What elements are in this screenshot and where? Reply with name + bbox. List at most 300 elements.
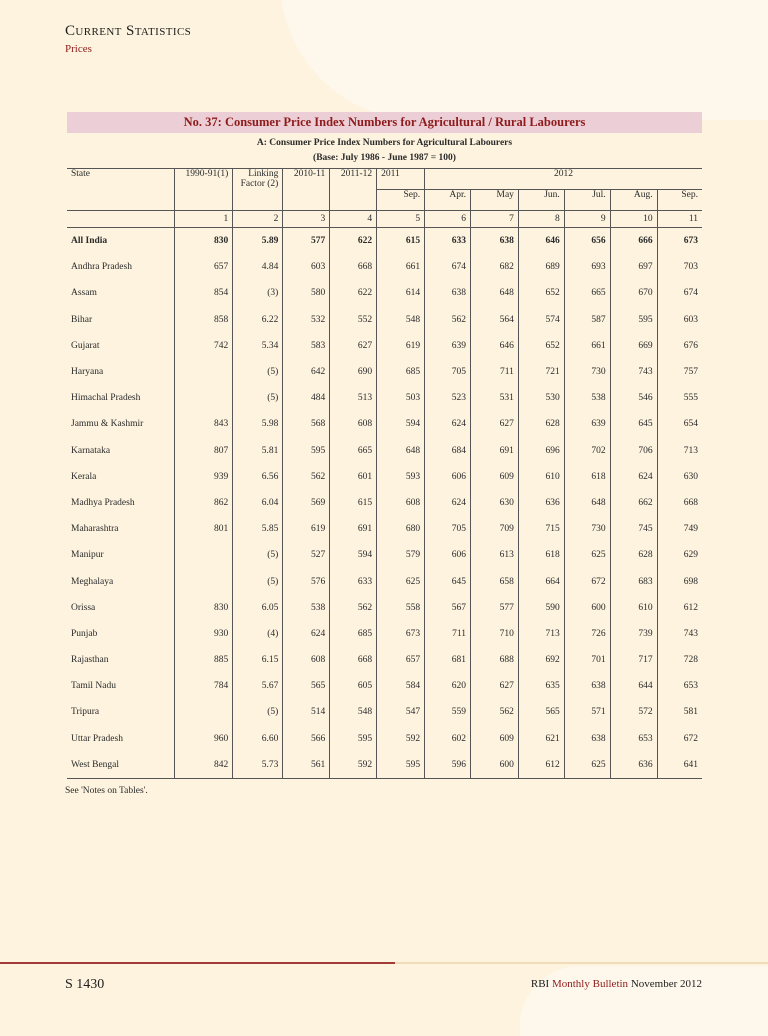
table-cell: 615 [377, 228, 425, 255]
table-cell: (5) [233, 699, 283, 725]
table-cell: 717 [610, 647, 657, 673]
table-cell: 668 [657, 490, 702, 516]
table-cell: 636 [518, 490, 564, 516]
table-cell: 609 [470, 726, 518, 752]
table-cell: 657 [377, 647, 425, 673]
table-row [67, 726, 702, 752]
state-name: Karnataka [71, 445, 111, 456]
table-cell: 715 [518, 516, 564, 542]
column-number: 2 [233, 211, 283, 228]
table-cell: 664 [518, 568, 564, 594]
table-cell: 610 [610, 595, 657, 621]
state-name: Orissa [71, 602, 96, 613]
table-cell: 513 [330, 385, 377, 411]
table-cell: 665 [330, 438, 377, 464]
table-cell: 613 [470, 542, 518, 568]
table-cell: 728 [657, 647, 702, 673]
table-cell: 630 [470, 490, 518, 516]
header-month: Sep. [377, 190, 425, 211]
table-cell: 693 [564, 254, 610, 280]
table-cell: 745 [610, 516, 657, 542]
table-cell: 661 [564, 333, 610, 359]
table-cell: 656 [564, 228, 610, 255]
state-name: Himachal Pradesh [71, 393, 141, 404]
header-state: State [67, 169, 174, 211]
table-cell: 595 [377, 752, 425, 779]
table-cell [174, 385, 232, 411]
table-cell: 590 [518, 595, 564, 621]
table-cell: 618 [564, 464, 610, 490]
table-cell: 5.34 [233, 333, 283, 359]
section-subtitle: Prices [65, 43, 92, 55]
table-cell: 721 [518, 359, 564, 385]
column-number: 9 [564, 211, 610, 228]
table-cell: 698 [657, 568, 702, 594]
table-cell: 830 [174, 595, 232, 621]
table-cell: 711 [425, 621, 471, 647]
state-name: Manipur [71, 550, 104, 561]
table-cell: 930 [174, 621, 232, 647]
table-cell: 609 [470, 464, 518, 490]
table-cell: 652 [518, 333, 564, 359]
table-cell: 672 [657, 726, 702, 752]
table-cell: 638 [564, 726, 610, 752]
table-cell: 674 [657, 280, 702, 306]
table-row [67, 411, 702, 437]
table-cell: 682 [470, 254, 518, 280]
table-cell [174, 568, 232, 594]
table-cell: 577 [283, 228, 330, 255]
table-row [67, 464, 702, 490]
table-cell [174, 699, 232, 725]
table-cell: 713 [657, 438, 702, 464]
table-cell: 579 [377, 542, 425, 568]
table-cell: 603 [657, 307, 702, 333]
table-cell: 5.81 [233, 438, 283, 464]
table-cell: 622 [330, 280, 377, 306]
table-cell: 628 [610, 542, 657, 568]
table-cell: 580 [283, 280, 330, 306]
table-cell: 527 [283, 542, 330, 568]
table-cell: 652 [518, 280, 564, 306]
table-cell: 939 [174, 464, 232, 490]
table-cell: 706 [610, 438, 657, 464]
footer-rule-light [395, 962, 768, 964]
table-cell: 567 [425, 595, 471, 621]
state-name: Tripura [71, 707, 100, 718]
table-cell: 608 [330, 411, 377, 437]
table-cell: 562 [470, 699, 518, 725]
table-cell: 562 [425, 307, 471, 333]
footer-background-shape [520, 966, 768, 1036]
table-cell: 730 [564, 516, 610, 542]
table-cell: 619 [283, 516, 330, 542]
table-cell: 620 [425, 673, 471, 699]
table-row [67, 228, 702, 255]
table-cell: 594 [330, 542, 377, 568]
table-cell: 713 [518, 621, 564, 647]
header-row-column-numbers [67, 211, 702, 228]
table-cell: (5) [233, 359, 283, 385]
table-cell: 653 [610, 726, 657, 752]
table-cell: 614 [377, 280, 425, 306]
table-cell: 638 [425, 280, 471, 306]
table-cell: 5.89 [233, 228, 283, 255]
table-row [67, 568, 702, 594]
table-cell: 615 [330, 490, 377, 516]
column-number: 3 [283, 211, 330, 228]
table-cell: 601 [330, 464, 377, 490]
table-cell: 665 [564, 280, 610, 306]
table-cell: 669 [610, 333, 657, 359]
header-linking-factor: Linking Factor (2) [233, 169, 283, 211]
table-cell: 584 [377, 673, 425, 699]
table-cell: 624 [610, 464, 657, 490]
column-number: 10 [610, 211, 657, 228]
table-cell: 673 [377, 621, 425, 647]
table-cell: 684 [425, 438, 471, 464]
table-cell: 592 [377, 726, 425, 752]
table-cell: 583 [283, 333, 330, 359]
table-cell: 625 [564, 542, 610, 568]
header-month: Jul. [564, 190, 610, 211]
table-cell: 503 [377, 385, 425, 411]
table-cell: 552 [330, 307, 377, 333]
table-cell: 592 [330, 752, 377, 779]
table-cell: 642 [283, 359, 330, 385]
state-name: Gujarat [71, 340, 100, 351]
table-cell: 666 [610, 228, 657, 255]
table-cell: 593 [377, 464, 425, 490]
state-name: Madhya Pradesh [71, 497, 135, 508]
table-cell: 639 [425, 333, 471, 359]
table-row [67, 647, 702, 673]
table-cell: 600 [470, 752, 518, 779]
table-cell: 749 [657, 516, 702, 542]
table-cell: 577 [470, 595, 518, 621]
header-blank [67, 211, 174, 228]
table-cell: 653 [657, 673, 702, 699]
state-name: West Bengal [67, 752, 174, 779]
table-cell: 702 [564, 438, 610, 464]
table-cell: 668 [330, 254, 377, 280]
table-cell: 566 [283, 726, 330, 752]
header-2010-11: 2010-11 [283, 169, 330, 211]
table-cell: 711 [470, 359, 518, 385]
table-cell: 587 [564, 307, 610, 333]
table-cell: 514 [283, 699, 330, 725]
table-cell: 661 [377, 254, 425, 280]
table-row [67, 673, 702, 699]
table-subtitle: A: Consumer Price Index Numbers for Agricultural Labourers [256, 138, 513, 148]
table-cell: 559 [425, 699, 471, 725]
table-cell: 625 [377, 568, 425, 594]
table-cell: 648 [564, 490, 610, 516]
table-cell: 705 [425, 359, 471, 385]
state-name: Punjab [71, 628, 98, 639]
table-row [67, 333, 702, 359]
table-cell: 627 [470, 411, 518, 437]
table-cell: 633 [330, 568, 377, 594]
table-cell: 5.98 [233, 411, 283, 437]
table-cell: 672 [564, 568, 610, 594]
table-cell: 705 [425, 516, 471, 542]
table-cell: 645 [610, 411, 657, 437]
footnote: See 'Notes on Tables'. [65, 786, 148, 796]
table-cell [174, 542, 232, 568]
table-cell: 558 [377, 595, 425, 621]
table-cell: 532 [283, 307, 330, 333]
table-cell: 842 [174, 752, 232, 779]
table-row [67, 699, 702, 725]
table-row [67, 542, 702, 568]
table-cell: 683 [610, 568, 657, 594]
table-cell: 807 [174, 438, 232, 464]
table-row [67, 254, 702, 280]
issue-date: November 2012 [630, 978, 702, 990]
table-cell: 645 [425, 568, 471, 594]
table-cell: 565 [283, 673, 330, 699]
table-cell: 657 [174, 254, 232, 280]
table-cell: 6.04 [233, 490, 283, 516]
table-cell: 612 [657, 595, 702, 621]
table-cell: 619 [377, 333, 425, 359]
table-cell: 594 [377, 411, 425, 437]
table-cell: 564 [470, 307, 518, 333]
header-month: Sep. [657, 190, 702, 211]
column-number: 5 [377, 211, 425, 228]
table-cell: 606 [425, 542, 471, 568]
header-row-years [67, 169, 702, 190]
table-cell: 6.60 [233, 726, 283, 752]
publisher: RBI [530, 978, 550, 990]
table-cell: 680 [377, 516, 425, 542]
table-cell: 621 [518, 726, 564, 752]
table-cell: 561 [283, 752, 330, 779]
table-cell: 603 [283, 254, 330, 280]
state-name: Assam [71, 288, 97, 299]
table-row [67, 595, 702, 621]
table-row [67, 752, 702, 779]
table-cell: 576 [283, 568, 330, 594]
column-number: 4 [330, 211, 377, 228]
column-number: 7 [470, 211, 518, 228]
table-cell: 726 [564, 621, 610, 647]
table-cell: (5) [233, 385, 283, 411]
table-cell: 5.67 [233, 673, 283, 699]
table-cell: 692 [518, 647, 564, 673]
table-cell: 618 [518, 542, 564, 568]
table-cell: 600 [564, 595, 610, 621]
state-name: All India [71, 236, 108, 247]
table-cell: 608 [283, 647, 330, 673]
table-cell: 673 [657, 228, 702, 255]
table-cell: 843 [174, 411, 232, 437]
table-cell: 654 [657, 411, 702, 437]
table-cell: 630 [657, 464, 702, 490]
table-cell: 484 [283, 385, 330, 411]
table-cell: 565 [518, 699, 564, 725]
table-cell: 696 [518, 438, 564, 464]
table-cell: 610 [518, 464, 564, 490]
table-cell: 562 [283, 464, 330, 490]
table-row [67, 516, 702, 542]
table-cell: 572 [610, 699, 657, 725]
table-cell: 574 [518, 307, 564, 333]
table-row [67, 385, 702, 411]
table-cell: 639 [564, 411, 610, 437]
publication-info [531, 978, 702, 990]
header-month: May [470, 190, 518, 211]
table-row [67, 280, 702, 306]
table-base-note: (Base: July 1986 - June 1987 = 100) [313, 153, 456, 163]
table-row [67, 359, 702, 385]
table-cell: 523 [425, 385, 471, 411]
table-cell: 595 [610, 307, 657, 333]
table-cell: 569 [283, 490, 330, 516]
state-name: Andhra Pradesh [71, 262, 132, 273]
page-header [65, 22, 191, 55]
table-cell: 555 [657, 385, 702, 411]
table-cell: 862 [174, 490, 232, 516]
table-cell [174, 359, 232, 385]
table-cell: 854 [174, 280, 232, 306]
table-cell: 644 [610, 673, 657, 699]
table-cell: 691 [470, 438, 518, 464]
table-cell: 648 [377, 438, 425, 464]
magazine-name: Monthly Bulletin [551, 978, 629, 990]
table-title: No. 37: Consumer Price Index Numbers for Agricultural / Rural Labourers [67, 112, 702, 133]
table-cell: 743 [657, 621, 702, 647]
table-row [67, 438, 702, 464]
table-cell: (5) [233, 542, 283, 568]
state-name: Bihar [71, 314, 93, 325]
table-cell: 697 [610, 254, 657, 280]
column-number: 11 [657, 211, 702, 228]
header-month: Jun. [518, 190, 564, 211]
table-subtitle-block [67, 136, 702, 166]
table-cell: 710 [470, 621, 518, 647]
column-number: 6 [425, 211, 471, 228]
table-cell: 709 [470, 516, 518, 542]
table-cell: 571 [564, 699, 610, 725]
table-cell: 743 [610, 359, 657, 385]
table-cell: 830 [174, 228, 232, 255]
table-cell: 742 [174, 333, 232, 359]
table-cell: 681 [425, 647, 471, 673]
table-cell: 5.85 [233, 516, 283, 542]
table-cell: 6.22 [233, 307, 283, 333]
table-cell: (3) [233, 280, 283, 306]
table-cell: 624 [425, 490, 471, 516]
footer-rule [0, 962, 395, 964]
table-cell: 530 [518, 385, 564, 411]
table-row [67, 490, 702, 516]
table-cell: 638 [564, 673, 610, 699]
column-number: 8 [518, 211, 564, 228]
table-cell: 602 [425, 726, 471, 752]
header-year-2011: 2011 [377, 169, 425, 190]
state-name: Maharashtra [71, 524, 119, 535]
state-name: Jammu & Kashmir [71, 419, 144, 430]
table-cell: 638 [470, 228, 518, 255]
table-cell: 608 [377, 490, 425, 516]
table-cell: 6.56 [233, 464, 283, 490]
column-number: 1 [174, 211, 232, 228]
table-cell: 960 [174, 726, 232, 752]
table-cell: 636 [610, 752, 657, 779]
table-cell: 784 [174, 673, 232, 699]
table-cell: 546 [610, 385, 657, 411]
cpi-table [67, 168, 702, 779]
table-cell: 538 [564, 385, 610, 411]
table-cell: 538 [283, 595, 330, 621]
table-cell: 757 [657, 359, 702, 385]
table-row [67, 621, 702, 647]
table-cell: 674 [425, 254, 471, 280]
table-cell: 531 [470, 385, 518, 411]
table-cell: 581 [657, 699, 702, 725]
table-cell: 633 [425, 228, 471, 255]
table-cell: 628 [518, 411, 564, 437]
table-cell: 685 [330, 621, 377, 647]
state-name: Uttar Pradesh [71, 733, 123, 744]
header-background-shape [280, 0, 768, 120]
table-cell: 858 [174, 307, 232, 333]
table-cell: 658 [470, 568, 518, 594]
table-cell: 622 [330, 228, 377, 255]
table-cell: 690 [330, 359, 377, 385]
table-cell: 730 [564, 359, 610, 385]
table-cell: 547 [377, 699, 425, 725]
header-month: Apr. [425, 190, 471, 211]
state-name: Rajasthan [71, 655, 109, 666]
table-cell: 739 [610, 621, 657, 647]
table-cell: 606 [425, 464, 471, 490]
table-cell: 676 [657, 333, 702, 359]
table-cell: 703 [657, 254, 702, 280]
table-cell: 701 [564, 647, 610, 673]
state-name: Meghalaya [71, 576, 114, 587]
table-cell: 627 [330, 333, 377, 359]
table-cell: 6.15 [233, 647, 283, 673]
table-cell: 548 [330, 699, 377, 725]
table-cell: 4.84 [233, 254, 283, 280]
table-cell: 562 [330, 595, 377, 621]
page-number: S 1430 [65, 977, 105, 992]
table-cell: (4) [233, 621, 283, 647]
table-cell: 648 [470, 280, 518, 306]
table-cell: 625 [564, 752, 610, 779]
table-cell: 624 [425, 411, 471, 437]
header-2011-12: 2011-12 [330, 169, 377, 211]
table-cell: 885 [174, 647, 232, 673]
table-cell: 646 [518, 228, 564, 255]
section-title: Current Statistics [65, 23, 192, 39]
table-cell: 689 [518, 254, 564, 280]
table-cell: 685 [377, 359, 425, 385]
state-name: Haryana [71, 367, 104, 378]
table-cell: 624 [283, 621, 330, 647]
table-cell: (5) [233, 568, 283, 594]
table-cell: 605 [330, 673, 377, 699]
table-cell: 627 [470, 673, 518, 699]
table-cell: 641 [657, 752, 702, 779]
table-cell: 596 [425, 752, 471, 779]
table-cell: 5.73 [233, 752, 283, 779]
table-cell: 595 [283, 438, 330, 464]
state-name: Tamil Nadu [71, 681, 116, 692]
